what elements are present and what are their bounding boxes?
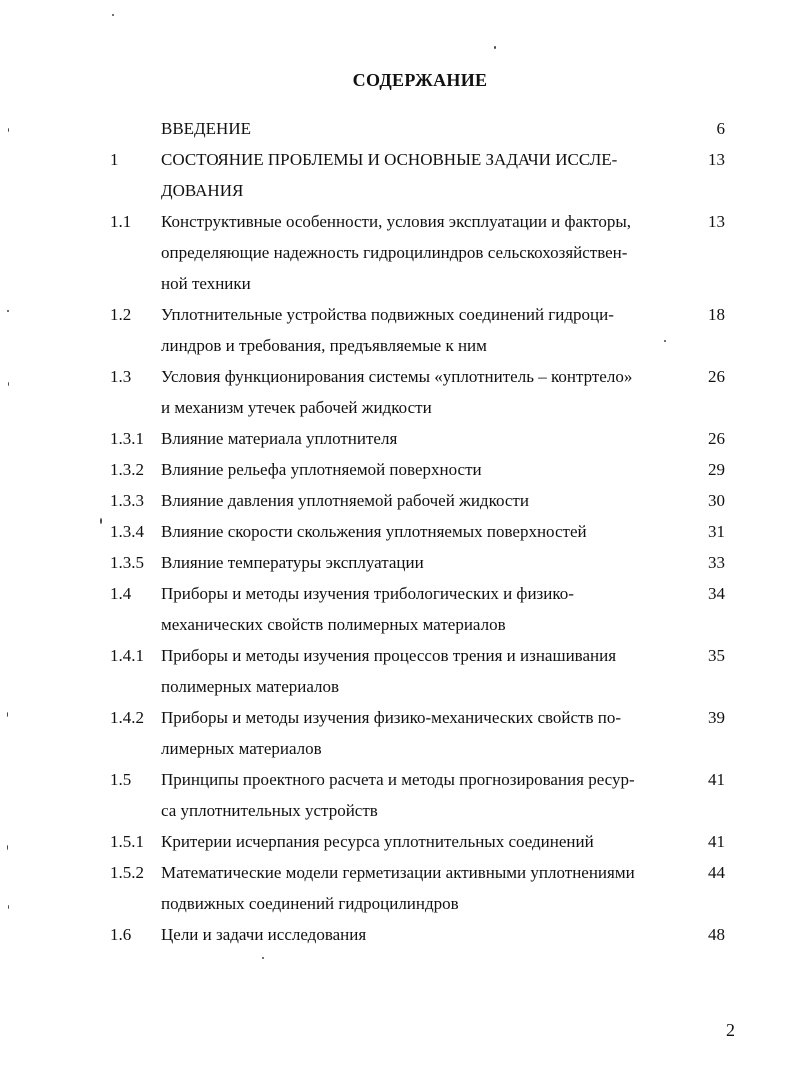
toc-entry-title-line: СОСТОЯНИЕ ПРОБЛЕМЫ И ОСНОВНЫЕ ЗАДАЧИ ИССЛЕ- bbox=[161, 150, 618, 169]
toc-entry-title-line: Влияние материала уплотнителя bbox=[161, 429, 398, 448]
toc-entry bbox=[0, 857, 791, 919]
toc-entry-number: 1.6 bbox=[110, 925, 132, 944]
toc-entry-page: 44 bbox=[708, 863, 725, 882]
toc-entry-number: 1.3.2 bbox=[110, 460, 144, 479]
toc-entry-page: 39 bbox=[708, 708, 725, 727]
toc-entry-page: 41 bbox=[708, 832, 725, 851]
toc-entry-page: 18 bbox=[708, 305, 725, 324]
toc-entry-page: 13 bbox=[708, 212, 725, 231]
toc-entry bbox=[0, 423, 791, 454]
scan-speck bbox=[8, 382, 9, 386]
toc-entry-number: 1.5.1 bbox=[110, 832, 144, 851]
toc-entry-title-line: Цели и задачи исследования bbox=[161, 925, 367, 944]
toc-entry-number: 1.3.3 bbox=[110, 491, 144, 510]
toc-entry-number: 1.2 bbox=[110, 305, 132, 324]
toc-entry-number: 1.3.1 bbox=[110, 429, 144, 448]
toc-entry-number: 1.3.5 bbox=[110, 553, 144, 572]
scan-speck bbox=[112, 14, 114, 16]
toc-entry-title-line: подвижных соединений гидроцилиндров bbox=[161, 894, 459, 913]
toc-entry-title-line: и механизм утечек рабочей жидкости bbox=[161, 398, 432, 417]
toc-entry bbox=[0, 113, 791, 144]
toc-entry-title-line: Влияние давления уплотняемой рабочей жидкости bbox=[161, 491, 529, 510]
toc-entry-title-line: Принципы проектного расчета и методы прогнозирования ресур- bbox=[161, 770, 635, 789]
scan-speck bbox=[494, 46, 496, 49]
toc-entry-number: 1.5.2 bbox=[110, 863, 144, 882]
toc-entry-title-line: механических свойств полимерных материалов bbox=[161, 615, 506, 634]
toc-entry-title-line: Условия функционирования системы «уплотнитель – контртело» bbox=[161, 367, 633, 386]
toc-entry-page: 26 bbox=[708, 367, 725, 386]
toc-entry-title bbox=[161, 547, 691, 578]
scan-speck bbox=[664, 340, 666, 342]
toc-entry-page: 31 bbox=[708, 522, 725, 541]
toc-entry bbox=[0, 516, 791, 547]
toc-entry bbox=[0, 702, 791, 764]
toc-entry bbox=[0, 547, 791, 578]
toc-entry-title bbox=[161, 454, 691, 485]
toc-entry-number: 1.4 bbox=[110, 584, 132, 603]
toc-entry-title bbox=[161, 919, 691, 950]
toc-entry-number: 1 bbox=[110, 150, 119, 169]
toc-entry-title-line: са уплотнительных устройств bbox=[161, 801, 378, 820]
toc-entry bbox=[0, 640, 791, 702]
scan-speck bbox=[7, 712, 8, 717]
toc-entry-number: 1.3.4 bbox=[110, 522, 144, 541]
toc-entry-title-line: Влияние температуры эксплуатации bbox=[161, 553, 424, 572]
page-title: СОДЕРЖАНИЕ bbox=[352, 70, 488, 90]
table-of-contents bbox=[0, 113, 791, 950]
toc-entry-title bbox=[161, 206, 691, 299]
toc-entry-title-line: ной техники bbox=[161, 274, 251, 293]
toc-entry-number: 1.4.1 bbox=[110, 646, 144, 665]
toc-entry-page: 30 bbox=[708, 491, 725, 510]
toc-entry-title-line: ДОВАНИЯ bbox=[161, 181, 244, 200]
toc-entry bbox=[0, 919, 791, 950]
toc-entry-title bbox=[161, 423, 691, 454]
toc-entry-title-line: Влияние скорости скольжения уплотняемых поверхностей bbox=[161, 522, 587, 541]
page-number: 2 bbox=[726, 1020, 735, 1040]
scan-speck bbox=[262, 957, 264, 959]
toc-entry bbox=[0, 578, 791, 640]
toc-entry-page: 13 bbox=[708, 150, 725, 169]
toc-entry-title-line: Конструктивные особенности, условия эксплуатации и факторы, bbox=[161, 212, 631, 231]
toc-entry-number: 1.4.2 bbox=[110, 708, 144, 727]
toc-entry-title-line: Математические модели герметизации активными уплотнениями bbox=[161, 863, 635, 882]
toc-entry-number: 1.1 bbox=[110, 212, 132, 231]
toc-entry bbox=[0, 206, 791, 299]
toc-entry-title-line: Приборы и методы изучения процессов трения и изнашивания bbox=[161, 646, 617, 665]
toc-entry-title-line: Влияние рельефа уплотняемой поверхности bbox=[161, 460, 482, 479]
toc-entry-page: 34 bbox=[708, 584, 725, 603]
toc-entry bbox=[0, 826, 791, 857]
toc-entry-title-line: Приборы и методы изучения трибологических и физико- bbox=[161, 584, 574, 603]
toc-entry-title-line: Уплотнительные устройства подвижных соединений гидроци- bbox=[161, 305, 614, 324]
toc-entry-title bbox=[161, 764, 691, 826]
scan-speck bbox=[7, 310, 9, 312]
toc-entry-page: 48 bbox=[708, 925, 725, 944]
toc-entry-page: 26 bbox=[708, 429, 725, 448]
toc-entry-title bbox=[161, 113, 691, 144]
toc-entry-page: 6 bbox=[716, 119, 725, 138]
toc-entry bbox=[0, 454, 791, 485]
toc-entry-title-line: Критерии исчерпания ресурса уплотнительных соединений bbox=[161, 832, 594, 851]
toc-entry-title-line: ВВЕДЕНИЕ bbox=[161, 119, 251, 138]
toc-entry-title-line: лимерных материалов bbox=[161, 739, 322, 758]
toc-entry-title bbox=[161, 485, 691, 516]
toc-entry-title bbox=[161, 361, 691, 423]
toc-entry bbox=[0, 144, 791, 206]
toc-entry-page: 33 bbox=[708, 553, 725, 572]
scan-speck bbox=[8, 128, 9, 132]
toc-entry bbox=[0, 299, 791, 361]
scan-speck bbox=[7, 845, 8, 850]
toc-entry-title bbox=[161, 826, 691, 857]
toc-entry-title-line: полимерных материалов bbox=[161, 677, 340, 696]
toc-entry-page: 41 bbox=[708, 770, 725, 789]
toc-entry-title-line: Приборы и методы изучения физико-механических свойств по- bbox=[161, 708, 622, 727]
toc-entry-title bbox=[161, 857, 691, 919]
toc-entry-title bbox=[161, 299, 691, 361]
toc-entry-title-line: линдров и требования, предъявляемые к ним bbox=[161, 336, 487, 355]
toc-entry-title bbox=[161, 144, 691, 206]
toc-entry-page: 35 bbox=[708, 646, 725, 665]
toc-entry bbox=[0, 361, 791, 423]
toc-entry-number: 1.5 bbox=[110, 770, 132, 789]
toc-entry-title bbox=[161, 578, 691, 640]
toc-entry-page: 29 bbox=[708, 460, 725, 479]
toc-entry-title bbox=[161, 516, 691, 547]
toc-entry-number: 1.3 bbox=[110, 367, 132, 386]
toc-entry-title bbox=[161, 640, 691, 702]
toc-entry-title bbox=[161, 702, 691, 764]
scan-speck bbox=[100, 518, 102, 524]
scan-speck bbox=[8, 905, 9, 909]
toc-entry bbox=[0, 485, 791, 516]
toc-entry-title-line: определяющие надежность гидроцилиндров сельскохозяйствен- bbox=[161, 243, 628, 262]
toc-entry bbox=[0, 764, 791, 826]
